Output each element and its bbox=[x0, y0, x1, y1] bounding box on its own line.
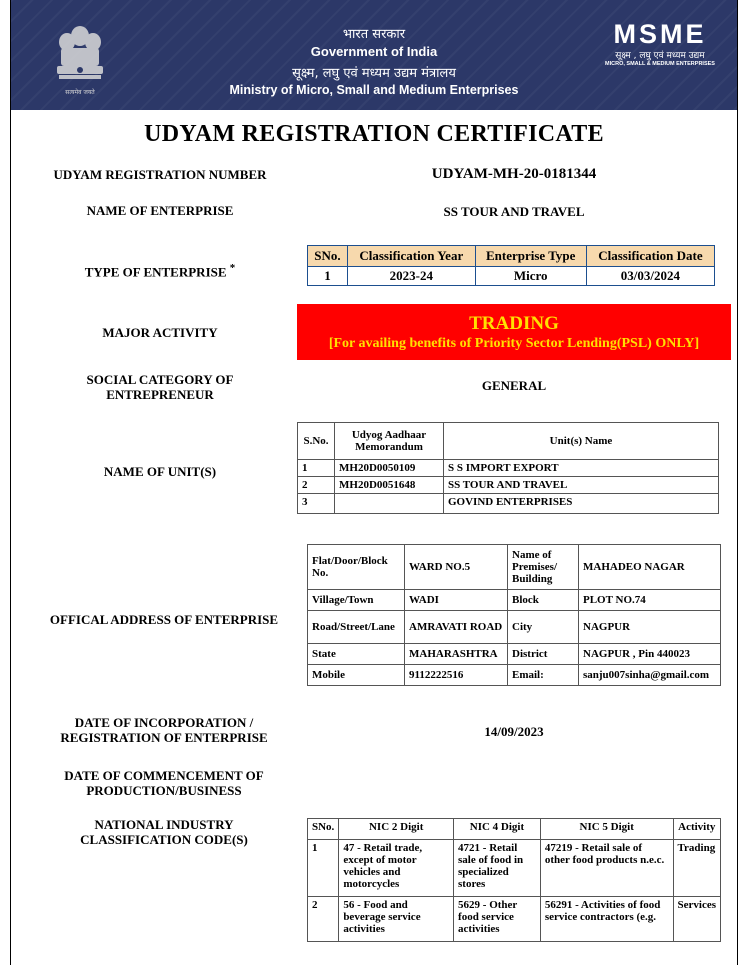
cell-sno: 1 bbox=[308, 267, 348, 286]
units-label: NAME OF UNIT(S) bbox=[103, 464, 217, 479]
nic-table bbox=[307, 818, 721, 942]
table-row bbox=[308, 897, 721, 942]
table-row bbox=[308, 545, 721, 590]
social-category-label bbox=[31, 372, 289, 402]
classification-table bbox=[307, 245, 715, 286]
major-activity-label: MAJOR ACTIVITY bbox=[102, 325, 218, 340]
nic-header-sno: SNo. bbox=[308, 819, 339, 840]
nic-header-2digit: NIC 2 Digit bbox=[339, 819, 454, 840]
address-key: State bbox=[308, 644, 405, 665]
psl-note: [For availing benefits of Priority Sector Lending(PSL) ONLY] bbox=[328, 336, 700, 351]
nic-2digit: 47 - Retail trade, except of motor vehicles and motorcycles bbox=[339, 840, 454, 897]
nic-header-activity: Activity bbox=[673, 819, 720, 840]
table-row bbox=[308, 611, 721, 644]
unit-name: SS TOUR AND TRAVEL bbox=[444, 477, 719, 494]
major-activity-banner bbox=[297, 304, 731, 360]
address-value: NAGPUR bbox=[579, 611, 721, 644]
header-sno: SNo. bbox=[308, 246, 348, 267]
hindi-government-line: भारत सरकार bbox=[342, 27, 406, 42]
commencement-label bbox=[31, 768, 297, 798]
address-key: District bbox=[508, 644, 579, 665]
address-key: Email: bbox=[508, 665, 579, 686]
table-row bbox=[308, 267, 715, 286]
incorporation-label-line1: DATE OF INCORPORATION / bbox=[74, 715, 254, 730]
major-activity-value: TRADING bbox=[469, 313, 559, 334]
nic-header-4digit: NIC 4 Digit bbox=[454, 819, 541, 840]
nic-activity: Trading bbox=[673, 840, 720, 897]
nic-label-line1: NATIONAL INDUSTRY bbox=[94, 817, 234, 832]
commencement-label-line2: PRODUCTION/BUSINESS bbox=[86, 783, 242, 798]
msme-logo-english: MICRO, SMALL & MEDIUM ENTERPRISES bbox=[605, 61, 715, 67]
unit-memorandum: MH20D0051648 bbox=[335, 477, 444, 494]
nic-sno: 2 bbox=[308, 897, 339, 942]
email-value: sanju007sinha@gmail.com bbox=[579, 665, 721, 686]
nic-2digit: 56 - Food and beverage service activities bbox=[339, 897, 454, 942]
unit-sno: 3 bbox=[298, 494, 335, 514]
unit-sno: 1 bbox=[298, 460, 335, 477]
enterprise-name-value: SS TOUR AND TRAVEL bbox=[443, 204, 585, 219]
cell-classification-year: 2023-24 bbox=[347, 267, 475, 286]
english-government-line: Government of India bbox=[310, 44, 438, 59]
registration-number-label: UDYAM REGISTRATION NUMBER bbox=[53, 167, 267, 182]
table-row bbox=[308, 840, 721, 897]
cell-classification-date: 03/03/2024 bbox=[586, 267, 714, 286]
units-header-sno: S.No. bbox=[298, 423, 335, 460]
required-star: * bbox=[229, 262, 236, 274]
header-classification-year: Classification Year bbox=[347, 246, 475, 267]
address-key: Name of Premises/ Building bbox=[508, 545, 579, 590]
msme-logo bbox=[595, 20, 725, 67]
unit-name: GOVIND ENTERPRISES bbox=[444, 494, 719, 514]
cell-enterprise-type: Micro bbox=[475, 267, 586, 286]
table-row bbox=[308, 644, 721, 665]
address-value: AMRAVATI ROAD bbox=[405, 611, 508, 644]
unit-sno: 2 bbox=[298, 477, 335, 494]
address-value: MAHARASHTRA bbox=[405, 644, 508, 665]
emblem-motto: सत्यमेव जयते bbox=[65, 89, 95, 96]
nic-5digit: 47219 - Retail sale of other food products n.e.c. bbox=[540, 840, 673, 897]
nic-sno: 1 bbox=[308, 840, 339, 897]
nic-activity: Services bbox=[673, 897, 720, 942]
nic-4digit: 5629 - Other food service activities bbox=[454, 897, 541, 942]
address-key: Village/Town bbox=[308, 590, 405, 611]
classification-header-row bbox=[308, 246, 715, 267]
incorporation-label-line2: REGISTRATION OF ENTERPRISE bbox=[60, 730, 268, 745]
unit-memorandum: MH20D0050109 bbox=[335, 460, 444, 477]
social-category-value: GENERAL bbox=[481, 378, 547, 393]
hindi-ministry-line: सूक्ष्म, लघु एवं मध्यम उद्यम मंत्रालय bbox=[292, 66, 456, 81]
table-row bbox=[298, 477, 719, 494]
enterprise-type-label bbox=[31, 261, 289, 279]
nic-label-line2: CLASSIFICATION CODE(S) bbox=[80, 832, 248, 847]
government-banner bbox=[11, 0, 737, 110]
address-key: Mobile bbox=[308, 665, 405, 686]
certificate-page bbox=[10, 0, 738, 965]
table-row bbox=[298, 460, 719, 477]
english-ministry-line: Ministry of Micro, Small and Medium Enterprises bbox=[229, 83, 519, 97]
registration-number-value: UDYAM-MH-20-0181344 bbox=[431, 166, 597, 182]
units-header-row bbox=[298, 423, 719, 460]
enterprise-name-label: NAME OF ENTERPRISE bbox=[86, 203, 234, 218]
social-category-label-line2: ENTREPRENEUR bbox=[106, 387, 214, 402]
address-label: OFFICAL ADDRESS OF ENTERPRISE bbox=[49, 612, 279, 627]
header-classification-date: Classification Date bbox=[586, 246, 714, 267]
units-header-name: Unit(s) Name bbox=[444, 423, 719, 460]
table-row bbox=[298, 494, 719, 514]
address-key: City bbox=[508, 611, 579, 644]
incorporation-label bbox=[31, 715, 297, 745]
unit-name: S S IMPORT EXPORT bbox=[444, 460, 719, 477]
nic-label bbox=[31, 817, 297, 847]
address-key: Block bbox=[508, 590, 579, 611]
nic-header-5digit: NIC 5 Digit bbox=[540, 819, 673, 840]
header-enterprise-type: Enterprise Type bbox=[475, 246, 586, 267]
address-value: PLOT NO.74 bbox=[579, 590, 721, 611]
unit-memorandum bbox=[335, 494, 444, 514]
table-row bbox=[308, 665, 721, 686]
table-row bbox=[308, 590, 721, 611]
address-key: Road/Street/Lane bbox=[308, 611, 405, 644]
address-key: Flat/Door/Block No. bbox=[308, 545, 405, 590]
nic-5digit: 56291 - Activities of food service contractors (e.g. bbox=[540, 897, 673, 942]
address-value: MAHADEO NAGAR bbox=[579, 545, 721, 590]
address-value: WADI bbox=[405, 590, 508, 611]
address-table bbox=[307, 544, 721, 686]
certificate-title: UDYAM REGISTRATION CERTIFICATE bbox=[144, 121, 604, 147]
address-value: WARD NO.5 bbox=[405, 545, 508, 590]
nic-4digit: 4721 - Retail sale of food in specialized stores bbox=[454, 840, 541, 897]
units-header-memorandum: Udyog Aadhaar Memorandum bbox=[335, 423, 444, 460]
address-value: NAGPUR , Pin 440023 bbox=[579, 644, 721, 665]
enterprise-type-label-text: TYPE OF ENTERPRISE bbox=[84, 264, 227, 280]
commencement-label-line1: DATE OF COMMENCEMENT OF bbox=[64, 768, 264, 783]
social-category-label-line1: SOCIAL CATEGORY OF bbox=[86, 372, 234, 387]
nic-header-row bbox=[308, 819, 721, 840]
mobile-value: 9112222516 bbox=[405, 665, 508, 686]
msme-logo-word: MSME bbox=[613, 19, 707, 49]
msme-logo-hindi: सूक्ष्म , लघु एवं मध्यम उद्यम bbox=[615, 51, 705, 61]
units-table bbox=[297, 422, 719, 514]
incorporation-date: 14/09/2023 bbox=[484, 724, 544, 739]
